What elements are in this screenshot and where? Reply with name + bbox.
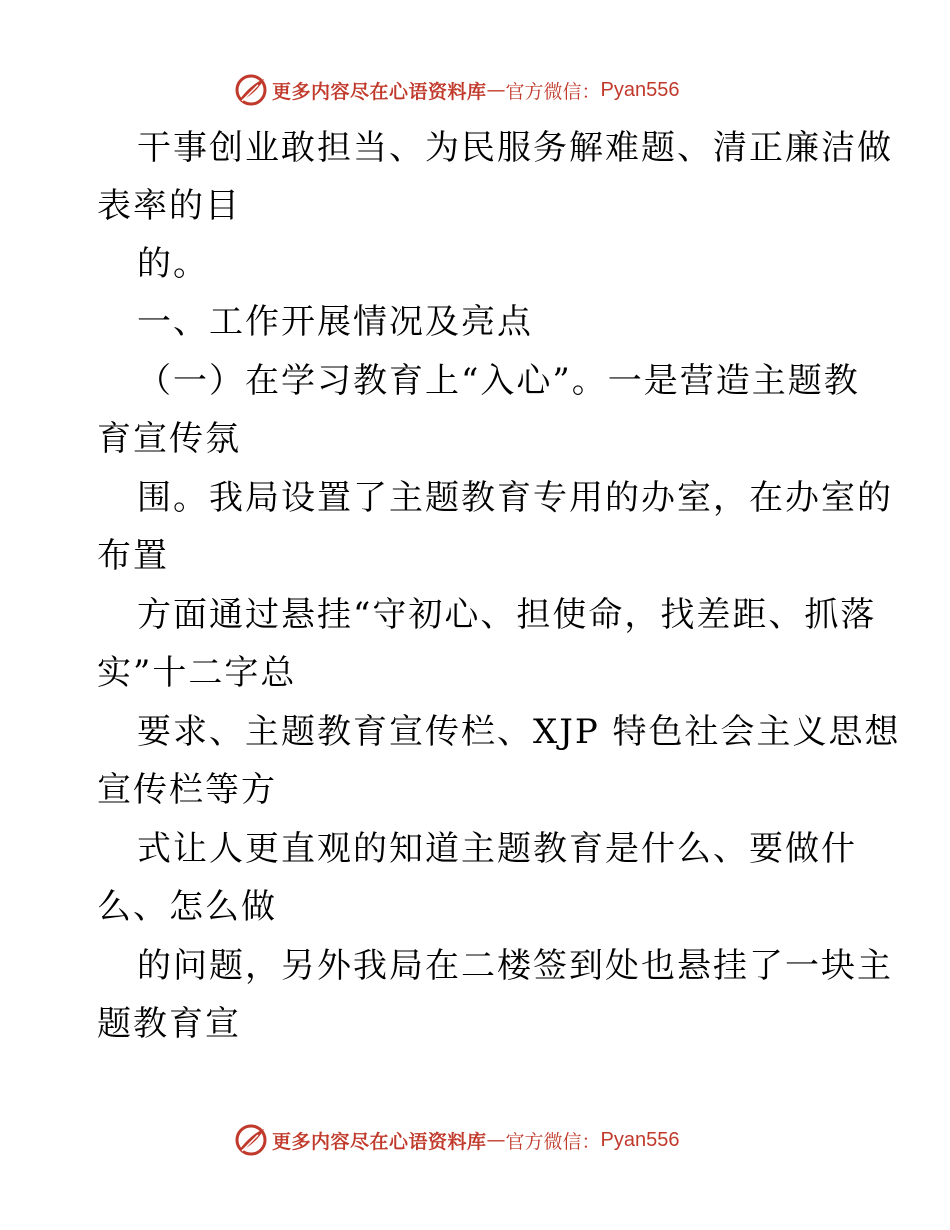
body-line: 么、怎么做 (97, 887, 277, 927)
body-line: 干事创业敢担当、为民服务解难题、清正廉洁做 (137, 128, 893, 168)
banner-dash: — (486, 79, 506, 101)
banner-contact-id: Pyan556 (600, 1128, 680, 1151)
section-heading: 一、工作开展情况及亮点 (137, 302, 533, 342)
body-line: 方面通过悬挂“守初心、担使命，找差距、抓落 (137, 595, 877, 635)
feather-logo-icon (234, 1123, 268, 1157)
banner-contact-label: 官方微信： (505, 80, 601, 103)
banner-dash: — (486, 1129, 506, 1151)
body-line: 表率的目 (97, 186, 241, 226)
footer-banner (234, 1122, 680, 1158)
body-line: 题教育宣 (97, 1004, 241, 1044)
body-line: 育宣传氛 (97, 419, 241, 459)
feather-logo-icon (234, 73, 268, 107)
body-line: 宣传栏等方 (97, 770, 277, 810)
body-line: 的。 (137, 244, 209, 284)
body-line: 布置 (97, 536, 169, 576)
banner-text: 更多内容尽在心语资料库 (272, 80, 487, 103)
body-line: 要求、主题教育宣传栏、XJP 特色社会主义思想 (137, 712, 901, 752)
body-line: 实”十二字总 (97, 653, 297, 693)
banner-contact-label: 官方微信： (505, 1130, 601, 1153)
body-line: 式让人更直观的知道主题教育是什么、要做什 (137, 829, 857, 869)
header-banner (234, 72, 680, 108)
body-line: 围。我局设置了主题教育专用的办室，在办室的 (137, 478, 893, 518)
banner-text: 更多内容尽在心语资料库 (272, 1130, 487, 1153)
banner-contact-id: Pyan556 (600, 78, 680, 101)
body-line: （一）在学习教育上“入心”。一是营造主题教 (137, 361, 860, 401)
body-line: 的问题，另外我局在二楼签到处也悬挂了一块主 (137, 946, 893, 986)
